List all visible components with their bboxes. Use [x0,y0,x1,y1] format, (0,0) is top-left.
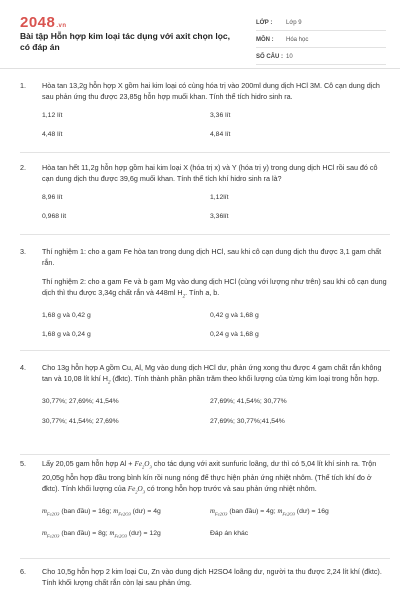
meta-row-class: LỚP : Lớp 9 [256,16,386,31]
answer-option[interactable]: 1,12 lít [42,112,63,119]
question-5: 5. Lấy 20,05 gam hỗn hợp $Al + Fe_2O_3$ cho tác dụng với axit sunfuric loãng, dư thì có 5,04 lít khí sinh ra. Trộn 20,05g hỗn hợp đầu trong bình kín rồi nung nóng để thực hiện phản ứng nhiệt nhôm. (Thể tích khí đo ở đktc). Tính khối lượng của $Fe_2O_3$ có trong hỗn hợp trước và sau phản ứng nhiệt nhôm. $m_{Fe2O3}$ (ban đầu) = 16g; $m_{Fe2O3}$ (dư) = 4g $m_{Fe2O3}$ (ban đầu) = 4g; $m_{Fe2O3}$ (dư) = 16g $m_{Fe2O3}$ (ban đầu) = 8g; $m_{Fe2O3}$ (dư) = 12g Đáp án khác [20,458,390,559]
answer-option[interactable]: $m_{Fe2O3}$ (ban đầu) = 4g; $m_{Fe2O3}$ (dư) = 16g [210,507,329,517]
document-meta [256,16,386,67]
question-2: 2. Hòa tan hết 11,2g hỗn hợp gồm hai kim loại X (hóa trị x) và Y (hóa trị y) trong dung dịch HCl rồi sau đó cô cạn dung dịch thu được 39,6g muối khan. Tính thể tích khí hidro sinh ra là? 8,96 lít 1,12lít 0,968 lít 3,36lít [20,162,390,235]
answer-option[interactable]: 1,68 g và 0,24 g [42,331,91,339]
answer-option[interactable]: 3,36 lít [210,112,231,119]
answer-option[interactable]: 8,96 lít [42,194,63,201]
question-text: Thí nghiệm 1: cho a gam Fe hòa tan trong dung dịch HCl, sau khi cô cạn dung dịch thu được 3,1 gam chất rắn. [42,247,382,267]
answer-options [42,310,390,340]
site-logo[interactable]: 2048.vn [20,14,67,31]
question-3: 3. Thí nghiệm 1: cho a gam Fe hòa tan trong dung dịch HCl, sau khi cô cạn dung dịch thu được 3,1 gam chất rắn. Thí nghiệm 2: cho a gam Fe và b gam Mg vào dung dịch HCl (cùng với lượng như trên) sau khi cô cạn dung dịch thì thu được 3,34g chất rắn và 448ml $H_2$. Tính a, b. 1,68 g và 0,42 g 0,42 g và 1,68 g 1,68 g và 0,24 g 0,24 g và 1,68 g [20,246,390,351]
answer-option[interactable]: $m_{Fe2O3}$ (ban đầu) = 16g; $m_{Fe2O3}$ (dư) = 4g [42,507,161,517]
question-text-2: Thí nghiệm 2: cho a gam Fe và b gam Mg vào dung dịch HCl (cùng với lượng như trên) sau khi cô cạn dung dịch thì thu được 3,34g chất rắn và 448ml $H_2$. Tính a, b. [42,277,387,300]
answer-option[interactable]: 30,77%; 41,54%; 27,69% [42,418,119,426]
meta-row-count: SỐ CÂU : 10 [256,50,386,65]
answer-option[interactable]: 0,968 lít [42,213,67,220]
question-6: 6. Cho 10,5g hỗn hợp 2 kim loại Cu, Zn vào dung dịch H2SO4 loãng dư, người ta thu được 2,24 lít khí (đktc). Tính khối lượng chất rắn còn lại sau phản ứng. [20,566,390,600]
answer-option[interactable]: 1,68 g và 0,42 g [42,312,91,320]
question-4: 4. Cho 13g hỗn hợp A gồm Cu, Al, Mg vào dung dịch HCl dư, phản ứng xong thu được 4 gam chất rắn không tan và 10,08 lít khí $H_2$ (đktc). Tính thành phần phần trăm theo khối lượng của từng kim loại trong hỗn hợp. 30,77%; 27,69%; 41,54% 27,69%; 41,54%; 30,77% 30,77%; 41,54%; 27,69% 27,69%; 30,77%;41,54% [20,362,390,455]
answer-option[interactable]: 1,12lít [210,194,229,201]
answer-option[interactable]: 0,24 g và 1,68 g [210,331,259,339]
question-text: Cho 10,5g hỗn hợp 2 kim loại Cu, Zn vào dung dịch H2SO4 loãng dư, người ta thu được 2,24 lít khí (đktc). Tính khối lượng chất rắn còn lại sau phản ứng. [42,567,382,587]
answer-option[interactable]: 30,77%; 27,69%; 41,54% [42,398,119,406]
formula-fe2o3: $Fe_2O_3$ [127,485,145,495]
header-divider [0,68,400,69]
question-text: Cho 13g hỗn hợp A gồm Cu, Al, Mg vào dung dịch HCl dư, phản ứng xong thu được 4 gam chất rắn không tan và 10,08 lít khí $H_2$ (đktc). Tính thành phần phần trăm theo khối lượng của từng kim loại trong hỗn hợp. [42,363,382,386]
answer-options [42,396,390,427]
answer-option[interactable]: 27,69%; 30,77%;41,54% [210,418,285,426]
answer-option[interactable]: 27,69%; 41,54%; 30,77% [210,398,287,406]
answer-option[interactable]: 3,36lít [210,213,229,220]
question-text: Hòa tan 13,2g hỗn hợp X gồm hai kim loại có cùng hóa trị vào 200ml dung dịch HCl 3M. Cô cạn dung dịch sau phản ứng thu được 23,85g hỗn hợp muối khan. Tính thể tích hidro sinh ra. [42,81,380,101]
question-1: 1. Hòa tan 13,2g hỗn hợp X gồm hai kim loại có cùng hóa trị vào 200ml dung dịch HCl 3M. Cô cạn dung dịch sau phản ứng thu được 23,85g hỗn hợp muối khan. Tính thể tích hidro sinh ra. 1,12 lít 3,36 lít 4,48 lít 4,84 lít [20,80,390,153]
answer-option[interactable]: Đáp án khác [210,530,249,538]
formula-fe2o3: $Fe_2O_3$ [134,460,152,470]
answer-option[interactable]: 4,84 lít [210,131,231,138]
answer-option[interactable]: $m_{Fe2O3}$ (ban đầu) = 8g; $m_{Fe2O3}$ (dư) = 12g [42,530,161,539]
question-text: Hòa tan hết 11,2g hỗn hợp gồm hai kim loại X (hóa trị x) và Y (hóa trị y) trong dung dịch HCl rồi sau đó cô cạn dung dịch thu được 39,6g muối khan. Tính thể tích khí hidro sinh ra là? [42,163,378,183]
answer-option[interactable]: 0,42 g và 1,68 g [210,312,259,320]
answer-option[interactable]: 4,48 lít [42,131,63,138]
question-text: Lấy 20,05 gam hỗn hợp $Al + Fe_2O_3$ cho tác dụng với axit sunfuric loãng, dư thì có 5,04 lít khí sinh ra. Trộn 20,05g hỗn hợp đầu trong bình kín rồi nung nóng để thực hiện phản ứng nhiệt nhôm. (Thể tích khí đo ở đktc). Tính khối lượng của $Fe_2O_3$ có trong hỗn hợp trước và sau phản ứng nhiệt nhôm. [42,459,377,495]
page-title: Bài tập Hỗn hợp kim loại tác dụng với axit chọn lọc, có đáp án [20,31,230,52]
answer-options [42,192,390,222]
answer-options [42,110,390,140]
answer-options [42,506,390,542]
meta-row-subject: MÔN : Hóa học [256,33,386,48]
